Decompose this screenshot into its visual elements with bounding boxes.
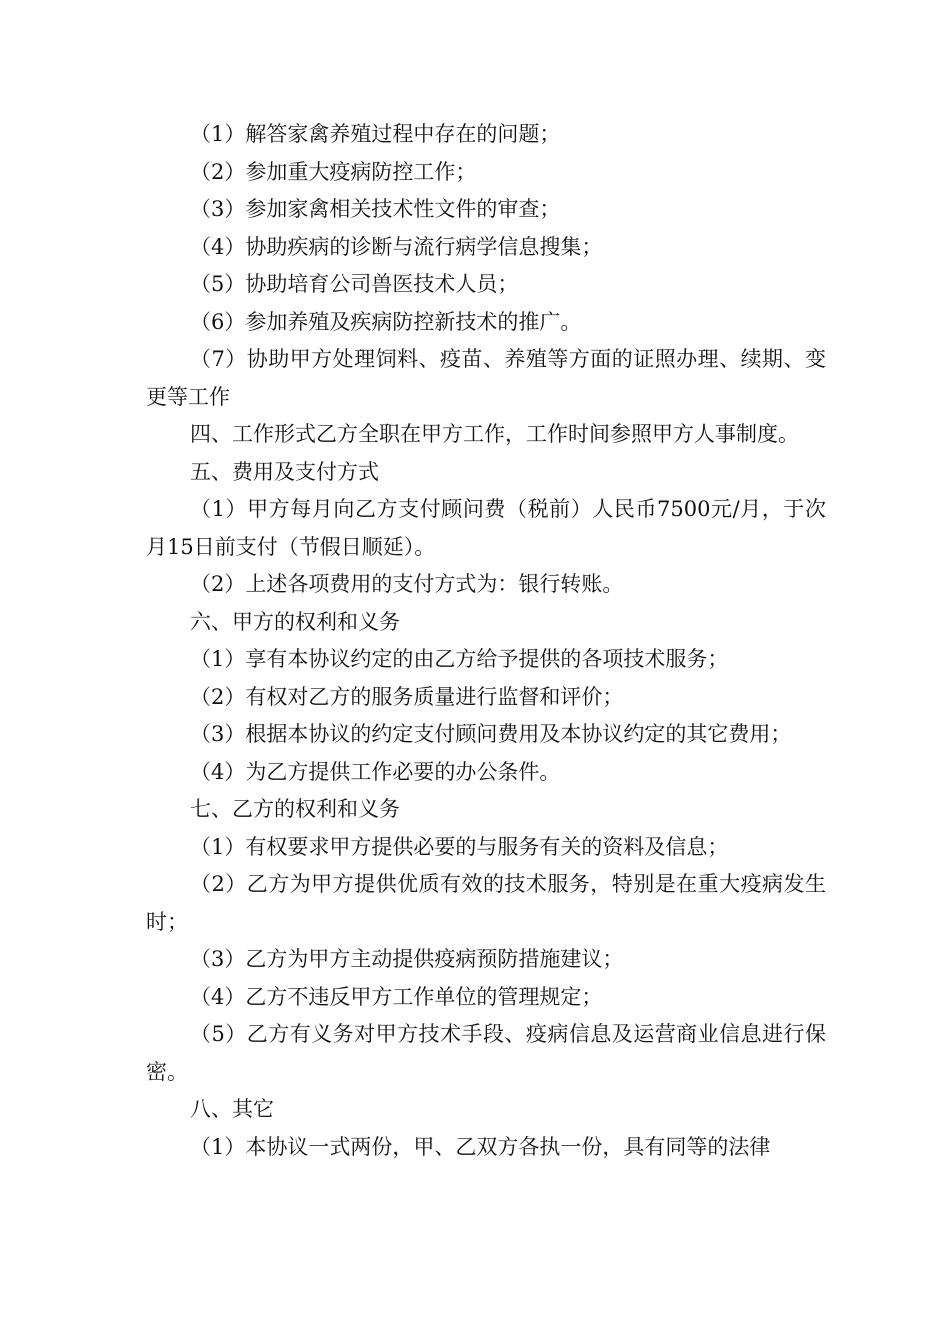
section-8-heading: 八、其它 — [190, 1097, 274, 1121]
section-6-heading: 六、甲方的权利和义务 — [190, 609, 400, 634]
party-a-item-3: （3）根据本协议的约定支付顾问费用及本协议约定的其它费用； — [190, 722, 792, 746]
item-5-training: （5）协助培育公司兽医技术人员； — [190, 272, 519, 296]
item-2-epidemic-control: （2）参加重大疫病防控工作； — [190, 159, 477, 184]
party-b-item-1: （1）有权要求甲方提供必要的与服务有关的资料及信息； — [190, 834, 729, 859]
item-7-license-handling: （7）协助甲方处理饲料、疫苗、养殖等方面的证照办理、续期、变更等工作 — [146, 347, 826, 409]
section-5-heading: 五、费用及支付方式 — [190, 459, 379, 484]
section-4-work-form: 四、工作形式乙方全职在甲方工作，工作时间参照甲方人事制度。 — [190, 422, 799, 446]
item-4-diagnosis: （4）协助疾病的诊断与流行病学信息搜集； — [190, 234, 603, 259]
item-3-document-review: （3）参加家禽相关技术性文件的审查； — [190, 197, 561, 221]
fee-item-1: （1）甲方每月向乙方支付顾问费（税前）人民币7500元/月，于次月15日前支付（节假日顺延）。 — [146, 497, 826, 559]
party-a-item-4: （4）为乙方提供工作必要的办公条件。 — [190, 759, 561, 784]
section-7-heading: 七、乙方的权利和义务 — [190, 797, 400, 821]
item-6-technology-promotion: （6）参加养殖及疾病防控新技术的推广。 — [190, 309, 582, 334]
item-1-answer-questions: （1）解答家禽养殖过程中存在的问题； — [190, 122, 561, 146]
other-item-1: （1）本协议一式两份，甲、乙双方各执一份，具有同等的法律 — [190, 1134, 771, 1159]
party-b-item-4: （4）乙方不违反甲方工作单位的管理规定； — [190, 984, 603, 1009]
party-b-item-2: （2）乙方为甲方提供优质有效的技术服务，特别是在重大疫病发生时； — [146, 872, 826, 934]
document-body — [146, 116, 826, 1166]
fee-item-2: （2）上述各项费用的支付方式为：银行转账。 — [190, 572, 624, 596]
party-b-item-5: （5）乙方有义务对甲方技术手段、疫病信息及运营商业信息进行保密。 — [146, 1022, 826, 1084]
party-a-item-2: （2）有权对乙方的服务质量进行监督和评价； — [190, 684, 624, 709]
party-a-item-1: （1）享有本协议约定的由乙方给予提供的各项技术服务； — [190, 647, 729, 671]
party-b-item-3: （3）乙方为甲方主动提供疫病预防措施建议； — [190, 947, 624, 971]
